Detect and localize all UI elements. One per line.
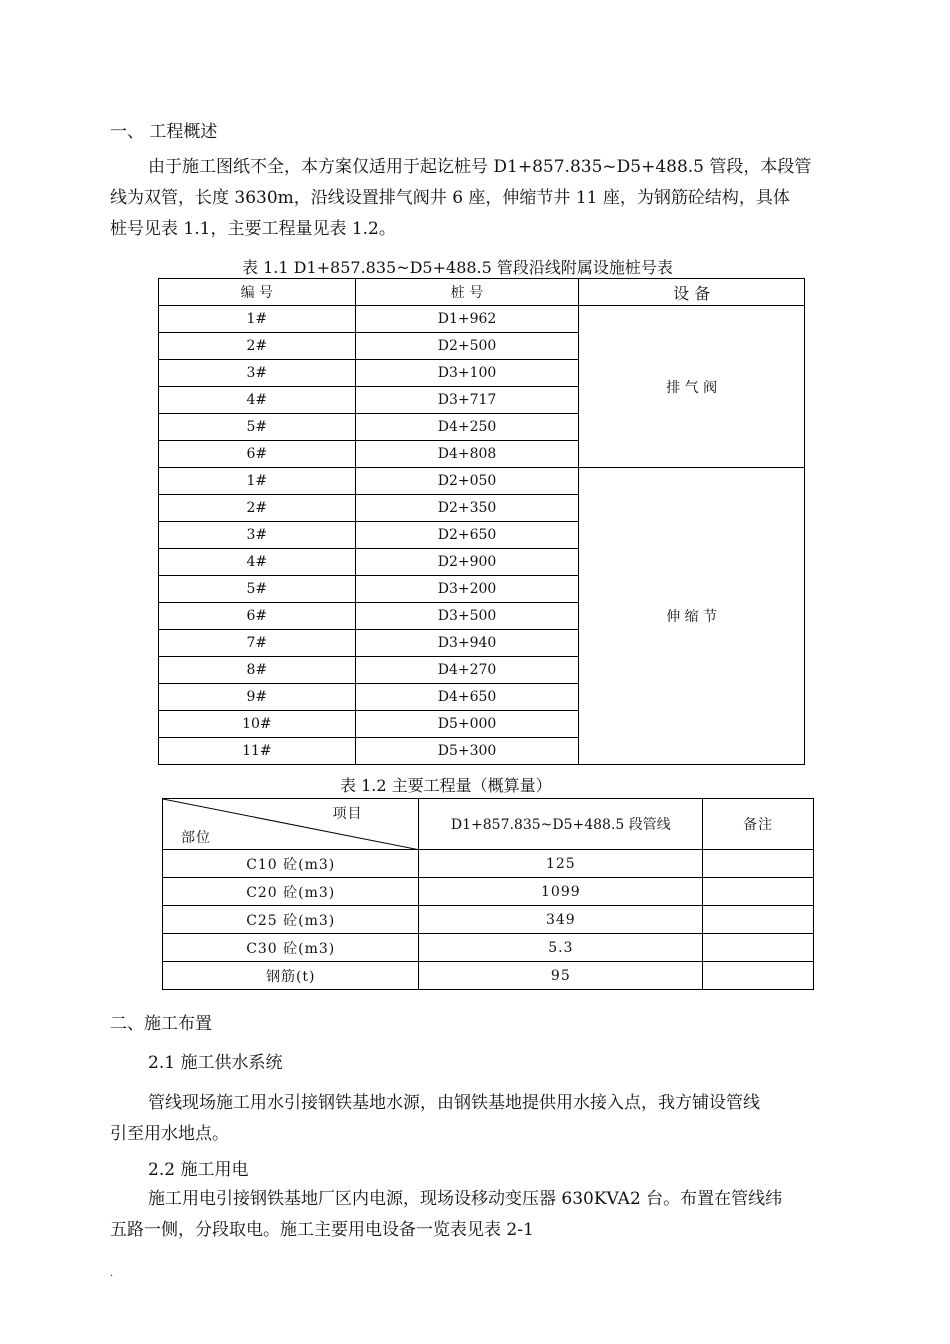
cell-pile: D4+650: [355, 684, 579, 711]
section-1-heading: 一、 工程概述: [110, 122, 218, 142]
cell-number: 1#: [159, 306, 356, 333]
cell-pile: D4+808: [355, 441, 579, 468]
table-row: [159, 468, 805, 495]
cell-number: 7#: [159, 630, 356, 657]
cell-number: 5#: [159, 414, 356, 441]
cell-pile: D1+962: [355, 306, 579, 333]
cell-pile: D4+270: [355, 657, 579, 684]
cell-note: [703, 934, 814, 962]
corner-label-part: 部位: [181, 830, 211, 846]
cell-note: [703, 850, 814, 878]
cell-part: C10 砼(m3): [163, 850, 419, 878]
footer-mark: .: [110, 1268, 114, 1279]
cell-pile: D2+350: [355, 495, 579, 522]
cell-quantity: 1099: [419, 878, 703, 906]
paragraph-line: 线为双管，长度 3630m，沿线设置排气阀井 6 座，伸缩节井 11 座，为钢筋砼结构，具体: [110, 188, 790, 208]
paragraph-line: 桩号见表 1.1，主要工程量见表 1.2。: [110, 219, 396, 239]
cell-pile: D3+940: [355, 630, 579, 657]
cell-pile: D2+050: [355, 468, 579, 495]
paragraph-line: 施工用电引接钢铁基地厂区内电源，现场设移动变压器 630KVA2 台。布置在管线纬: [148, 1189, 783, 1209]
cell-pile: D5+000: [355, 711, 579, 738]
cell-part: C20 砼(m3): [163, 878, 419, 906]
cell-number: 1#: [159, 468, 356, 495]
paragraph-line: 管线现场施工用水引接钢铁基地水源，由钢铁基地提供用水接入点，我方铺设管线: [148, 1093, 760, 1113]
table-header-device: 设 备: [579, 279, 805, 306]
subsection-2-1-paragraph: [110, 1088, 845, 1150]
cell-number: 6#: [159, 441, 356, 468]
table-2-quantities: [162, 798, 814, 990]
paragraph-line: 引至用水地点。: [110, 1124, 229, 1144]
cell-note: [703, 906, 814, 934]
table-2-caption: 表 1.2 主要工程量（概算量）: [340, 776, 552, 795]
cell-part: 钢筋(t): [163, 962, 419, 990]
table-row: [163, 878, 814, 906]
cell-note: [703, 878, 814, 906]
table-header-number: 编 号: [159, 279, 356, 306]
table-header-segment: D1+857.835~D5+488.5 段管线: [419, 799, 703, 850]
cell-quantity: 125: [419, 850, 703, 878]
cell-quantity: 349: [419, 906, 703, 934]
cell-pile: D5+300: [355, 738, 579, 765]
table-1-caption: 表 1.1 D1+857.835~D5+488.5 管段沿线附属设施桩号表: [242, 258, 673, 277]
cell-quantity: 5.3: [419, 934, 703, 962]
table-row: [159, 306, 805, 333]
cell-note: [703, 962, 814, 990]
cell-pile: D3+100: [355, 360, 579, 387]
cell-pile: D3+200: [355, 576, 579, 603]
cell-pile: D3+500: [355, 603, 579, 630]
cell-pile: D4+250: [355, 414, 579, 441]
table-row: [163, 906, 814, 934]
cell-number: 4#: [159, 387, 356, 414]
table-header-pile: 桩 号: [355, 279, 579, 306]
cell-number: 4#: [159, 549, 356, 576]
paragraph-line: 由于施工图纸不全，本方案仅适用于起讫桩号 D1+857.835~D5+488.5 管段，本段管: [148, 157, 812, 177]
section-2-heading: 二、施工布置: [110, 1014, 212, 1034]
cell-number: 5#: [159, 576, 356, 603]
cell-pile: D2+650: [355, 522, 579, 549]
cell-number: 3#: [159, 360, 356, 387]
cell-number: 8#: [159, 657, 356, 684]
cell-number: 9#: [159, 684, 356, 711]
corner-label-item: 项目: [332, 806, 363, 822]
cell-pile: D2+500: [355, 333, 579, 360]
cell-part: C25 砼(m3): [163, 906, 419, 934]
table-row: [163, 850, 814, 878]
cell-number: 3#: [159, 522, 356, 549]
table-corner-cell: [163, 799, 419, 850]
cell-quantity: 95: [419, 962, 703, 990]
subsection-2-1-title: 2.1 施工供水系统: [148, 1053, 283, 1073]
cell-number: 11#: [159, 738, 356, 765]
table-1-pile-numbers: [158, 278, 805, 765]
cell-number: 2#: [159, 333, 356, 360]
cell-number: 6#: [159, 603, 356, 630]
cell-part: C30 砼(m3): [163, 934, 419, 962]
table-row: [163, 962, 814, 990]
section-1-paragraph: [110, 152, 845, 245]
cell-device: 伸 缩 节: [579, 468, 805, 765]
cell-pile: D2+900: [355, 549, 579, 576]
subsection-2-2-paragraph: [110, 1184, 845, 1246]
cell-device: 排 气 阀: [579, 306, 805, 468]
paragraph-line: 五路一侧，分段取电。施工主要用电设备一览表见表 2-1: [110, 1220, 534, 1240]
cell-pile: D3+717: [355, 387, 579, 414]
cell-number: 2#: [159, 495, 356, 522]
table-header-note: 备注: [703, 799, 814, 850]
table-row: [163, 934, 814, 962]
cell-number: 10#: [159, 711, 356, 738]
subsection-2-2-title: 2.2 施工用电: [148, 1160, 249, 1180]
